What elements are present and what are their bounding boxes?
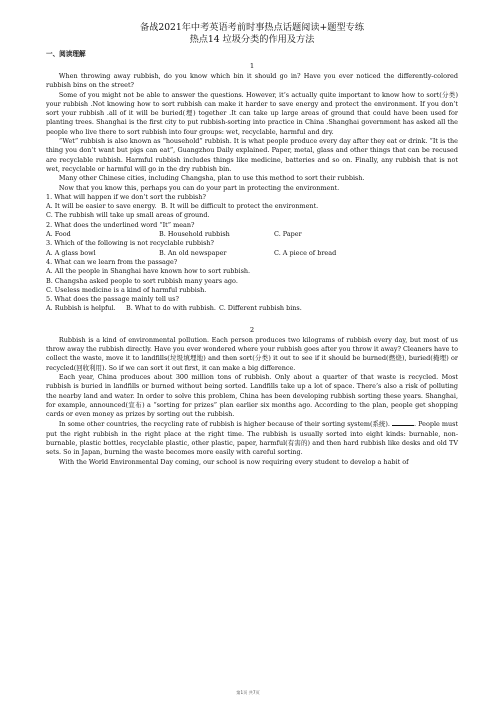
- paragraph: [46, 419, 458, 457]
- option-a: A. Rubbish is helpful.: [46, 304, 116, 313]
- paragraph-text: In some other countries, the recycling rate of rubbish is higher because of their sorting system(系统).: [58, 420, 390, 429]
- option-c: C. A piece of bread: [274, 248, 337, 257]
- option-a: A. All the people in Shanghai have known how to sort rubbish.: [46, 267, 251, 276]
- paragraph: Each year, China produces about 300 million tons of rubbish. Only about a quarter of that waste is recycled. Most rubbish is buried in landfills or burned without being sorted. Landfills take up a lot of space. There’s also a risk of polluting the nearby land and water. In order to solve this problem, China has been developing rubbish sorting these years. Shanghai, for example, announced(宣布) a “sorting for prizes” plan earlier six months ago. According to the plan, people get shopping cards or even money as prizes by sorting out the rubbish.: [46, 372, 458, 419]
- paragraph: When throwing away rubbish, do you know which bin it should go in? Have you ever noticed the differently-colored rubbish bins on the street?: [46, 72, 458, 90]
- option-a: A. A glass bowl: [46, 248, 96, 257]
- paragraph: With the World Environmental Day coming, our school is now requiring every student to develop a habit of: [58, 457, 409, 466]
- document-page: [46, 22, 458, 467]
- paragraph: Rubbish is a kind of environmental pollution. Each person produces two kilograms of rubbish every day, but most of us throw away the rubbish directly. Have you ever wondered where your rubbish goes after you throw it away? Cleaners have to collect the waste, move it to landfills(垃圾填埋地) and then sort(分类) it out to see if it should be burned(燃烧), buried(掩埋) or recycled(回收利用). So if we can sort it out first, it can make a big difference.: [46, 335, 458, 372]
- question-1: 1. What will happen if we don’t sort the rubbish?: [46, 192, 206, 201]
- option-c: C. Paper: [274, 230, 302, 239]
- passage-number: 2: [249, 325, 255, 334]
- answer-blank[interactable]: [392, 419, 414, 426]
- option-b: B. Changsha asked people to sort rubbish many years ago.: [46, 276, 238, 285]
- question-1-options: [46, 202, 458, 211]
- passage-number: 1: [249, 62, 255, 70]
- paragraph: Many other Chinese cities, including Changsha, plan to use this method to sort their rubbish.: [58, 174, 365, 183]
- option-b: B. An old newspaper: [159, 248, 227, 257]
- option-a: A. It will be easier to save energy.: [46, 202, 157, 211]
- paragraph: Some of you might not be able to answer the questions. However, it’s actually quite important to know how to sort(分类) your rubbish .Not knowing how to sort rubbish can make it harder to save energy and protect the environment. If you don’t sort your rubbish .all of it will be buried(埋) together .It can take up large areas of ground that could have been used for planting trees. Shanghai is the first city to put rubbish-sorting into practice in China .Shanghai government has asked all the people who live there to sort rubbish into four groups: wet, recyclable, harmful and dry.: [46, 90, 458, 136]
- question-4: 4. What can we learn from the passage?: [46, 257, 178, 266]
- option-b: B. It will be difficult to protect the environment.: [161, 202, 319, 211]
- option-b: B. Household rubbish: [159, 230, 230, 239]
- option-a: A. Food: [46, 230, 71, 239]
- doc-title-line2: 热点14 垃圾分类的作用及方法: [189, 34, 315, 45]
- paragraph: “Wet” rubbish is also known as “household” rubbish. It is what people produce every day after they eat or drink. “It is the thing you don’t want but pigs can eat”, Guangzhou Daily explained. Paper, metal, glass and other things that can be recused are recyclable rubbish. Harmful rubbish includes things like medicine, batteries and so on. Finally, any rubbish that is not wet, recyclable or harmful will go in the dry rubbish bin.: [46, 137, 458, 173]
- option-c: C. Different rubbish bins.: [219, 304, 302, 313]
- page-footer: 第1页 共7页: [236, 690, 260, 695]
- question-3-options: [46, 249, 458, 258]
- question-5: 5. What does the passage mainly tell us?: [46, 295, 179, 304]
- option-c: C. Useless medicine is a kind of harmful rubbish.: [46, 285, 207, 294]
- paragraph: Now that you know this, perhaps you can do your part in protecting the environment.: [58, 183, 340, 192]
- doc-title-line1: 备战2021年中考英语考前时事热点话题阅读+题型专练: [139, 22, 365, 33]
- question-2: 2. What does the underlined word “It” mean?: [46, 220, 195, 229]
- question-3: 3. Which of the following is not recyclable rubbish?: [46, 239, 214, 248]
- option-c: C. The rubbish will take up small areas of ground.: [46, 211, 210, 220]
- option-b: B. What to do with rubbish.: [126, 304, 216, 313]
- section-heading: 一、阅读理解: [46, 50, 86, 58]
- question-5-options: [46, 304, 458, 313]
- paragraph-text: . People must put the right rubbish in the right place at the right time. The rubbish is usually sorted into eight kinds: burnable, non-burnable, plastic bottles, recyclable plastic, other plastic, paper, harmful(有害的) and then hard rubbish like desks and old TV sets. So in Japan, burning the waste becomes more easily with careful sorting.: [46, 420, 459, 457]
- question-2-options: [46, 230, 458, 239]
